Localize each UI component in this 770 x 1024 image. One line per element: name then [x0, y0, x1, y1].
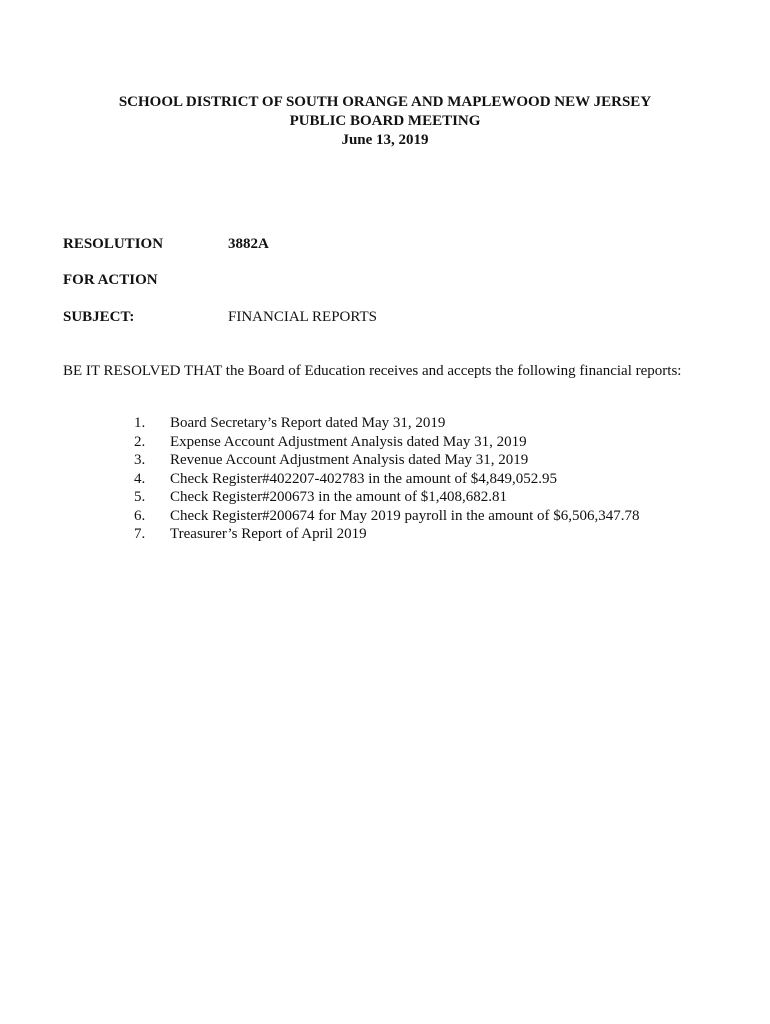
list-item-number: 2.	[134, 433, 146, 450]
report-list	[0, 414, 770, 544]
list-item-text: Board Secretary’s Report dated May 31, 2019	[170, 415, 446, 431]
list-item	[0, 507, 770, 526]
list-item-number: 7.	[134, 526, 146, 542]
subject-value: FINANCIAL REPORTS	[228, 309, 377, 325]
subject-label: SUBJECT:	[63, 309, 135, 325]
meeting-title: PUBLIC BOARD MEETING	[289, 113, 481, 129]
district-title: SCHOOL DISTRICT OF SOUTH ORANGE AND MAPLEWOOD NEW JERSEY	[118, 94, 652, 110]
resolution-row	[63, 235, 269, 254]
list-item-text: Check Register#200673 in the amount of $1,408,682.81	[170, 489, 508, 505]
action-row	[63, 271, 158, 290]
list-item	[0, 470, 770, 489]
list-item-number: 4.	[134, 470, 146, 487]
resolution-number: 3882A	[228, 236, 269, 252]
list-item-number: 3.	[134, 452, 146, 468]
list-item-text: Treasurer’s Report of April 2019	[170, 526, 367, 542]
list-item-text: Check Register#402207-402783 in the amount of $4,849,052.95	[170, 470, 558, 487]
meeting-date: June 13, 2019	[341, 132, 429, 148]
list-item-number: 1.	[134, 415, 146, 431]
list-item	[0, 433, 770, 452]
action-label: FOR ACTION	[63, 272, 158, 288]
list-item	[0, 451, 770, 470]
list-item-number: 5.	[134, 489, 146, 505]
list-item	[0, 414, 770, 433]
document-header	[0, 93, 770, 150]
list-item	[0, 488, 770, 507]
resolution-intro: BE IT RESOLVED THAT the Board of Education receives and accepts the following financial reports:	[63, 363, 682, 379]
list-item-text: Expense Account Adjustment Analysis dated May 31, 2019	[170, 433, 527, 450]
resolution-label: RESOLUTION	[63, 236, 164, 252]
list-item	[0, 525, 770, 544]
subject-row	[63, 308, 377, 327]
list-item-text: Check Register#200674 for May 2019 payroll in the amount of $6,506,347.78	[170, 507, 640, 524]
list-item-text: Revenue Account Adjustment Analysis dated May 31, 2019	[170, 452, 529, 468]
list-item-number: 6.	[134, 507, 146, 524]
